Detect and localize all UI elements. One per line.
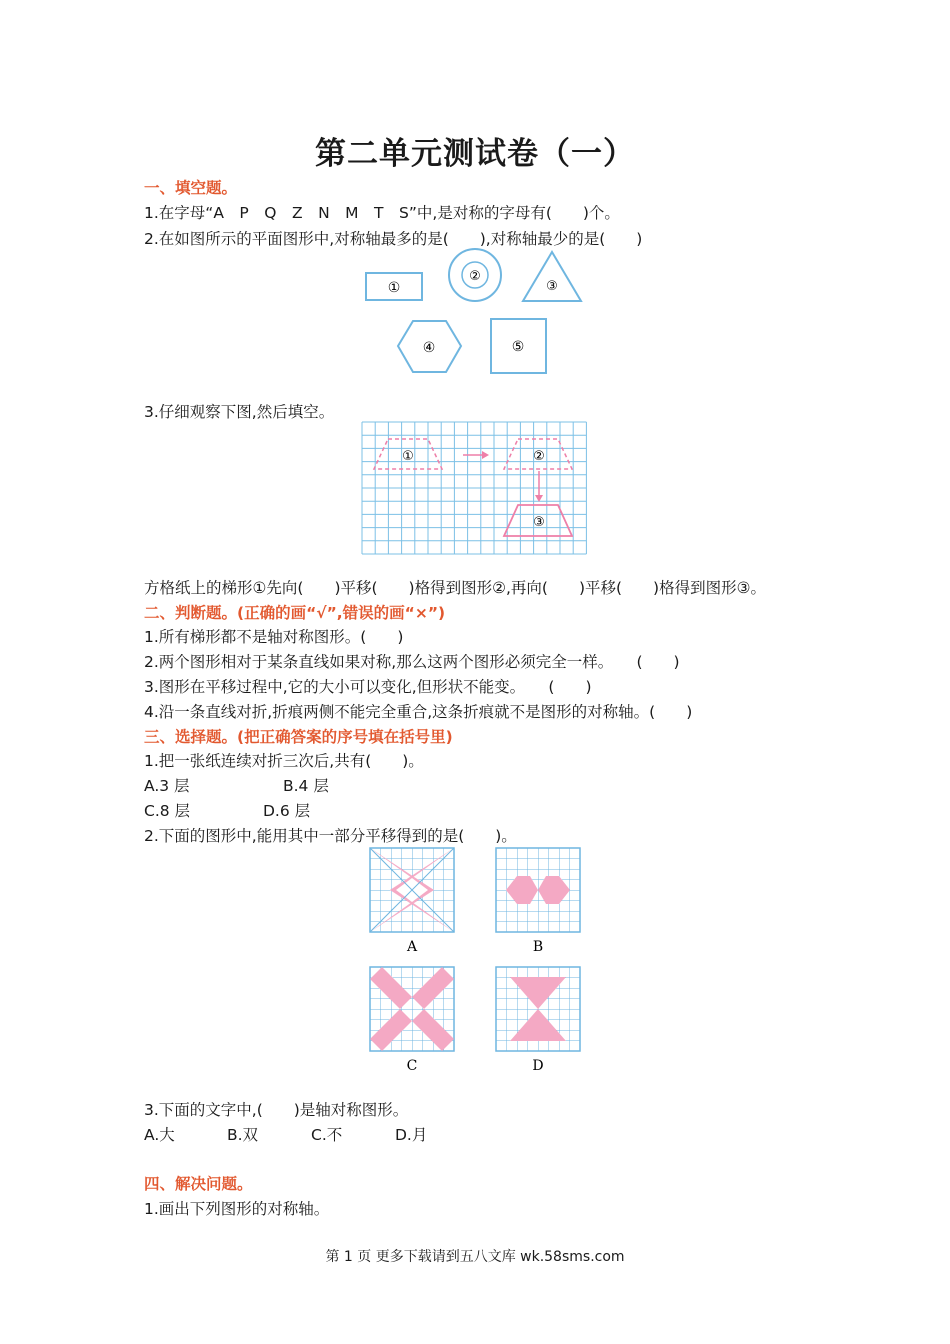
figure-b (496, 848, 580, 932)
s3-q3-option-d: D.月 (395, 1126, 428, 1144)
s4-question-1: 1.画出下列图形的对称轴。 (144, 1200, 330, 1218)
s1-question-3-fill: 方格纸上的梯形①先向( )平移( )格得到图形②,再向( )平移( )格得到图形③。 (144, 579, 766, 597)
figure-label-b: B (532, 939, 544, 955)
grid-label-2: ② (533, 449, 545, 464)
s3-question-2: 2.下面的图形中,能用其中一部分平移得到的是( )。 (144, 827, 517, 845)
s2-item-1: 1.所有梯形都不是轴对称图形。( ) (144, 628, 404, 646)
shape-label-1: ① (387, 280, 401, 296)
figure-d (496, 967, 580, 1051)
s1-question-1: 1.在字母“A P Q Z N M T S”中,是对称的字母有( )个。 (144, 204, 620, 222)
section4-heading: 四、解决问题。 (144, 1175, 253, 1193)
figure-c (370, 967, 454, 1051)
s3-question-1: 1.把一张纸连续对折三次后,共有( )。 (144, 752, 424, 770)
shape-label-5: ⑤ (511, 339, 525, 355)
shape-label-4: ④ (422, 340, 436, 356)
s1-question-2: 2.在如图所示的平面图形中,对称轴最多的是( ),对称轴最少的是( ) (144, 230, 643, 248)
s1-question-3: 3.仔细观察下图,然后填空。 (144, 403, 335, 421)
section1-heading: 一、填空题。 (144, 179, 238, 197)
s2-item-2: 2.两个图形相对于某条直线如果对称,那么这两个图形必须完全一样。 ( ) (144, 653, 680, 671)
shape-label-3: ③ (546, 279, 558, 294)
s3-q1-option-b: B.4 层 (283, 777, 329, 795)
s3-question-3: 3.下面的文字中,( )是轴对称图形。 (144, 1101, 409, 1119)
grid-label-3: ③ (533, 515, 545, 530)
s3-q1-option-c: C.8 层 (144, 802, 191, 820)
s3-q3-option-a: A.大 (144, 1126, 175, 1144)
s2-item-3: 3.图形在平移过程中,它的大小可以变化,但形状不能变。 ( ) (144, 678, 592, 696)
grid-paper (362, 422, 586, 554)
figure-label-a: A (406, 939, 418, 955)
s3-q3-option-b: B.双 (227, 1126, 259, 1144)
s3-q3-option-c: C.不 (311, 1126, 343, 1144)
translation-grid-figure (361, 421, 591, 555)
figure-label-d: D (532, 1058, 544, 1074)
choice-figures (360, 845, 590, 1077)
page-title: 第二单元测试卷（一） (315, 136, 635, 172)
figure-a (370, 848, 454, 932)
figure-label-c: C (406, 1058, 418, 1074)
right-arrow-icon (482, 451, 489, 459)
page-footer: 第 1 页 更多下载请到五八文库 wk.58sms.com (325, 1249, 625, 1265)
plane-shapes-figure (360, 246, 600, 376)
section3-heading: 三、选择题。(把正确答案的序号填在括号里) (144, 728, 453, 746)
s3-q1-option-d: D.6 层 (263, 802, 311, 820)
grid-label-1: ① (402, 449, 414, 464)
s2-item-4: 4.沿一条直线对折,折痕两侧不能完全重合,这条折痕就不是图形的对称轴。( ) (144, 703, 693, 721)
shape-label-2: ② (469, 269, 481, 284)
s3-q1-option-a: A.3 层 (144, 777, 190, 795)
section2-heading: 二、判断题。(正确的画“√”,错误的画“×”) (144, 604, 446, 622)
